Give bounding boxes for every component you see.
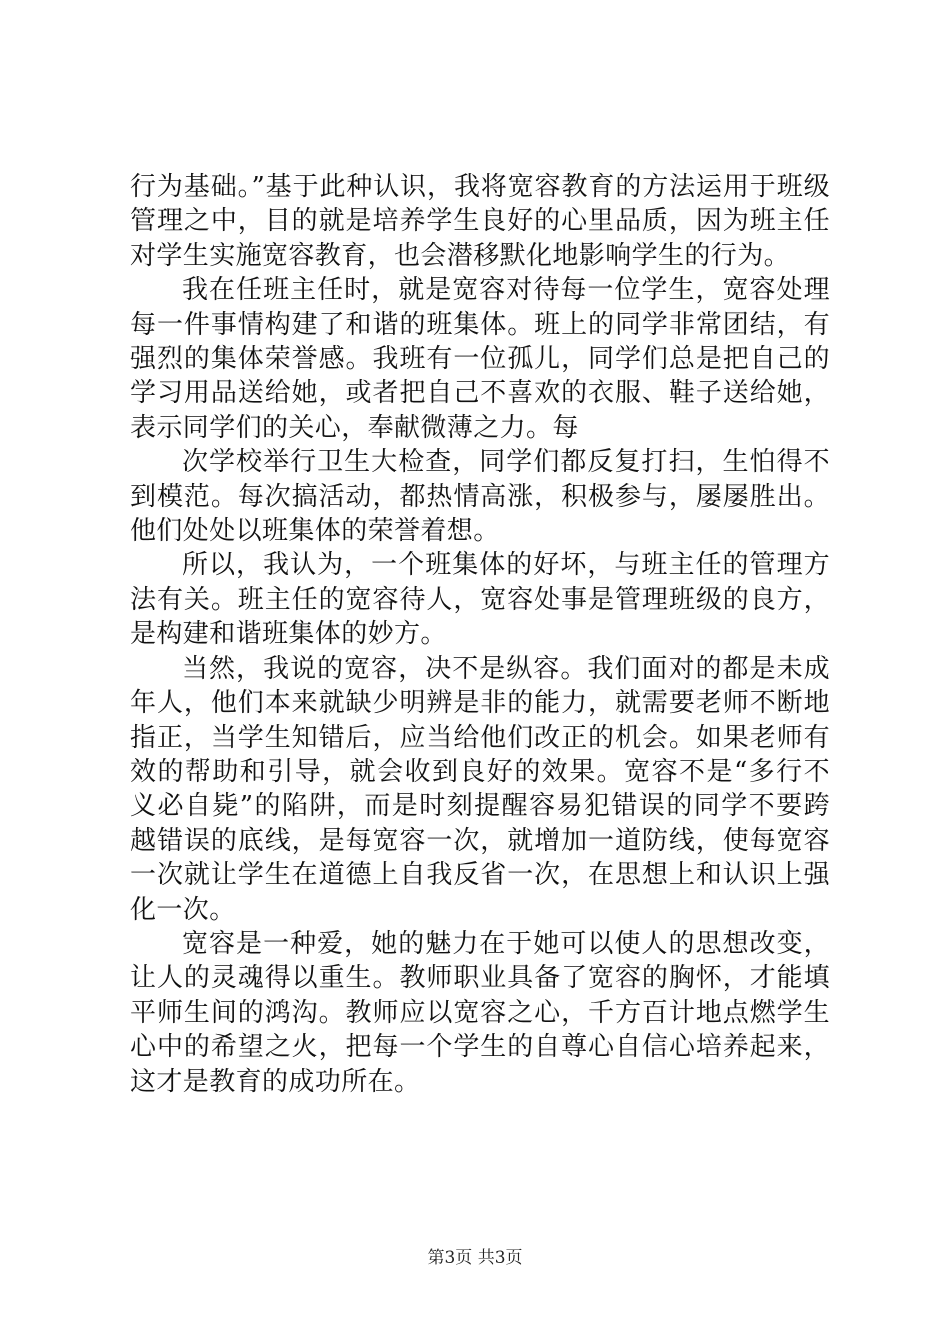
page-number-footer: 第3页 共3页	[427, 1248, 523, 1268]
paragraph: 行为基础。”基于此种认识，我将宽容教育的方法运用于班级管理之中，目的就是培养学生良好的心里品质，因为班主任对学生实施宽容教育，也会潜移默化地影响学生的行为。	[130, 172, 830, 271]
paragraph: 次学校举行卫生大检查，同学们都反复打扫，生怕得不到模范。每次搞活动，都热情高涨，积极参与，屡屡胜出。他们处处以班集体的荣誉着想。	[130, 447, 830, 547]
paragraph: 我在任班主任时，就是宽容对待每一位学生，宽容处理每一件事情构建了和谐的班集体。班上的同学非常团结，有强烈的集体荣誉感。我班有一位孤儿，同学们总是把自己的学习用品送给她，或者把自己不喜欢的衣服、鞋子送给她，表示同学们的关心，奉献微薄之力。每	[130, 275, 830, 443]
document-body	[130, 170, 830, 1099]
paragraph: 宽容是一种爱，她的魅力在于她可以使人的思想改变，让人的灵魂得以重生。教师职业具备了宽容的胸怀，才能填平师生间的鸿沟。教师应以宽容之心，千方百计地点燃学生心中的希望之火，把每一个学生的自尊心自信心培养起来，这才是教育的成功所在。	[130, 928, 830, 1097]
paragraph: 所以，我认为，一个班集体的好坏，与班主任的管理方法有关。班主任的宽容待人，宽容处事是管理班级的良方，是构建和谐班集体的妙方。	[130, 550, 830, 650]
paragraph: 当然，我说的宽容，决不是纵容。我们面对的都是未成年人，他们本来就缺少明辨是非的能力，就需要老师不断地指正，当学生知错后，应当给他们改正的机会。如果老师有效的帮助和引导，就会收到良好的效果。宽容不是“多行不义必自毙”的陷阱，而是时刻提醒容易犯错误的同学不要跨越错误的底线，是每宽容一次，就增加一道防线，使每宽容一次就让学生在道德上自我反省一次，在思想上和认识上强化一次。	[130, 653, 830, 925]
